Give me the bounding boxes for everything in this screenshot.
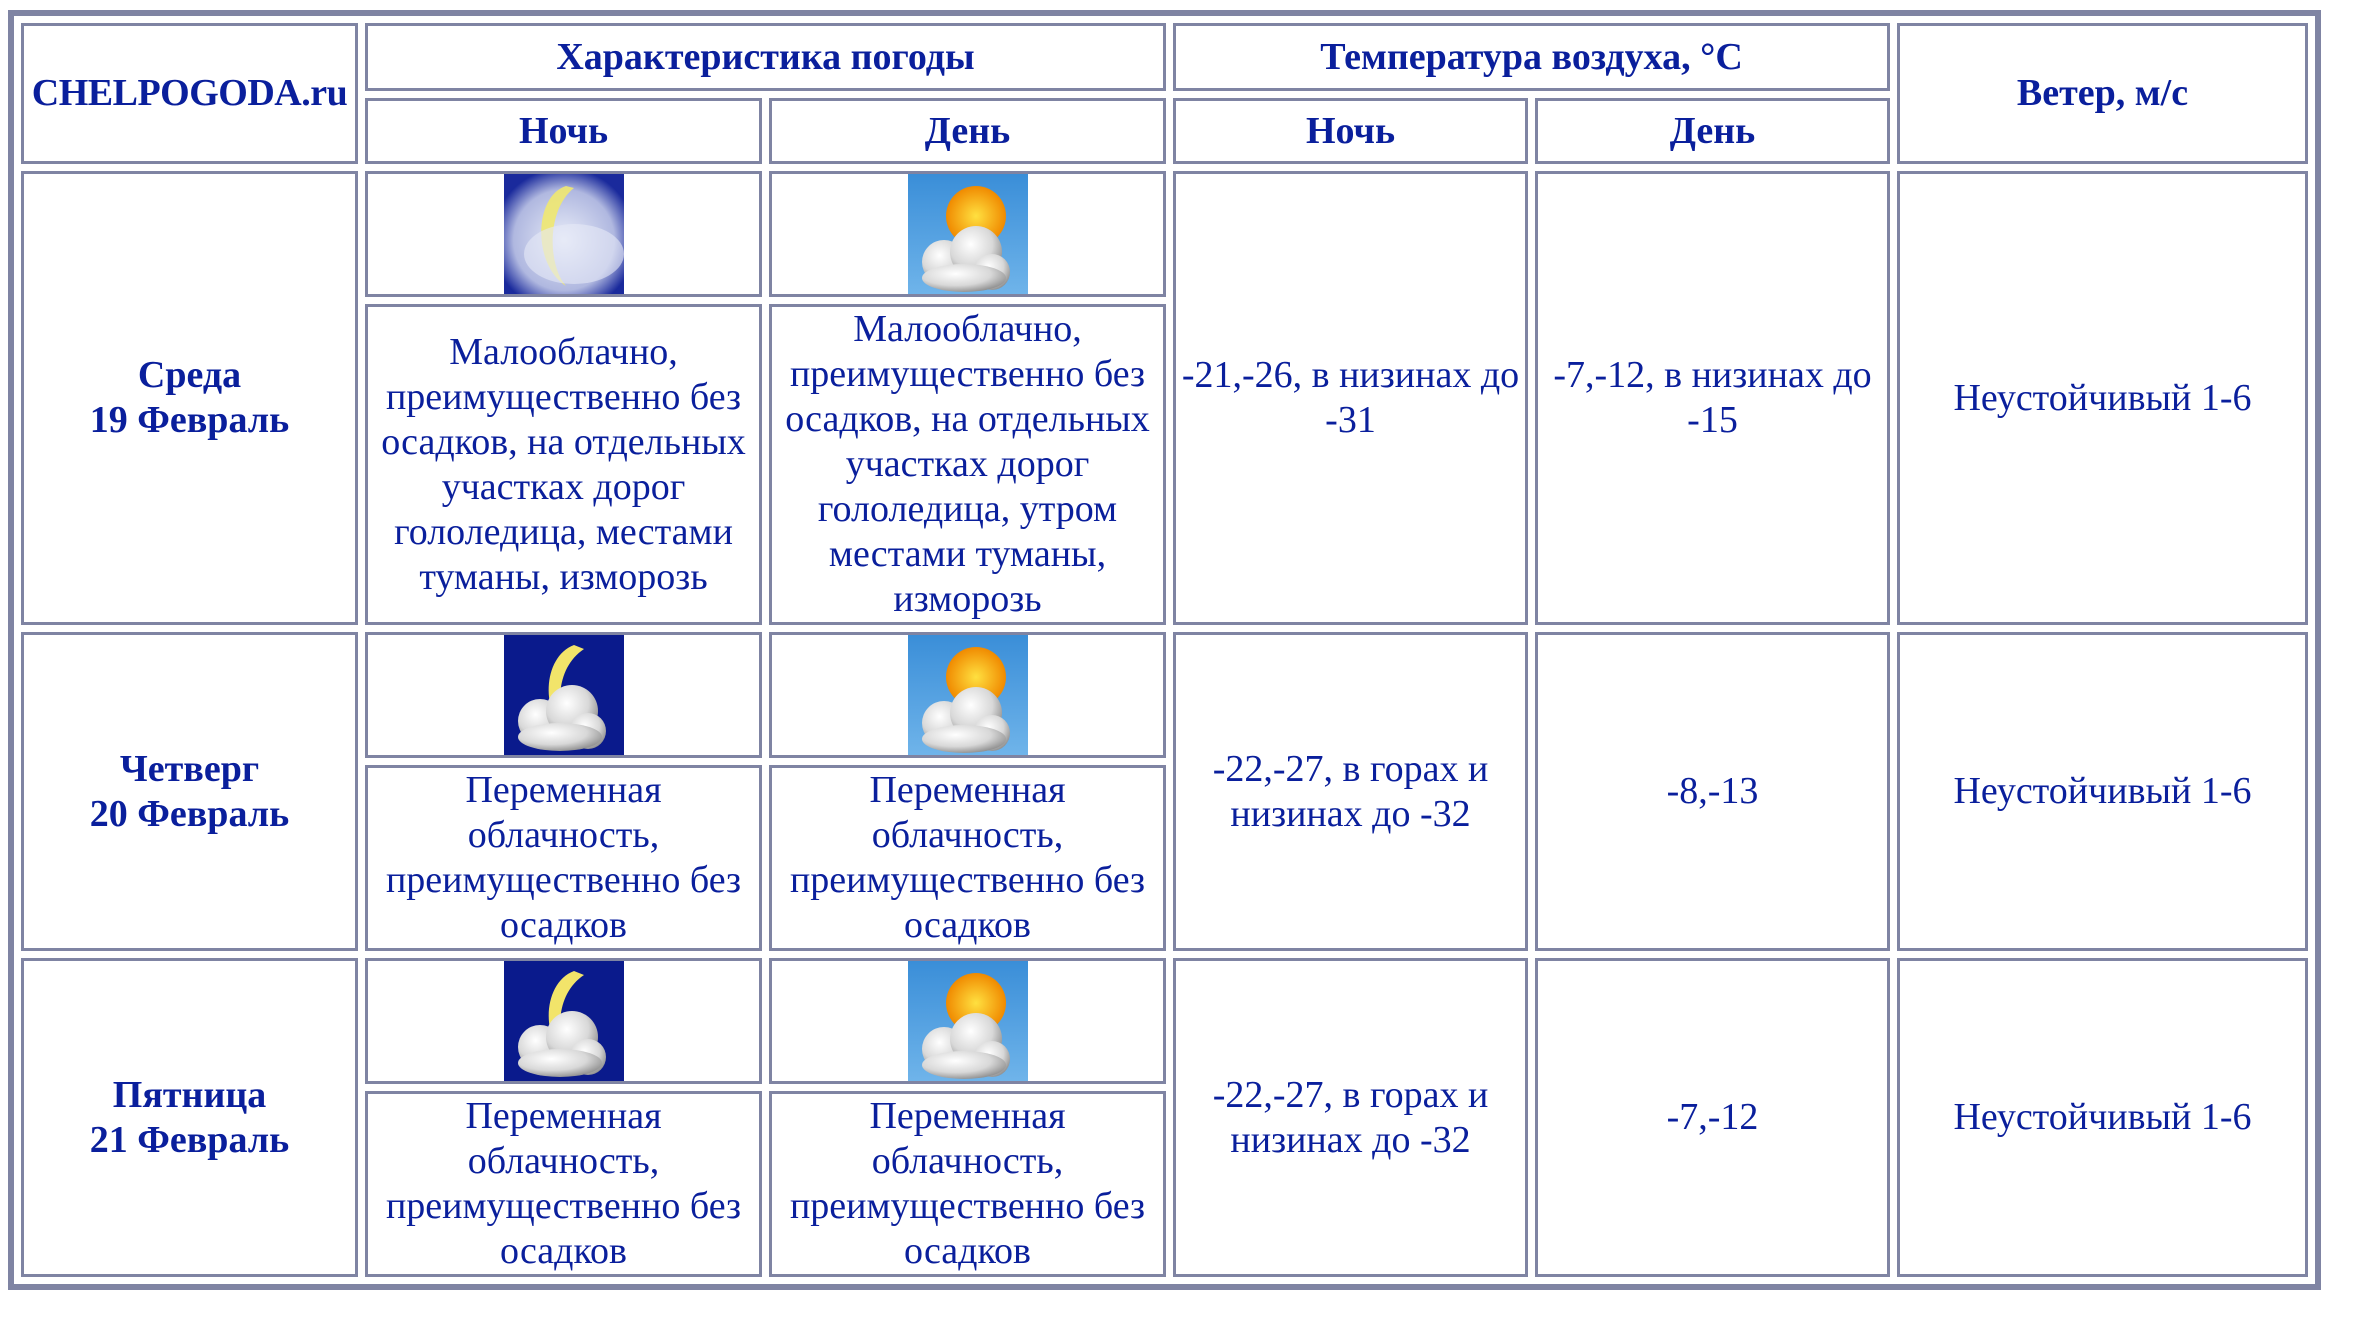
temp-night: -22,-27, в горах и низинах до -32: [1173, 632, 1528, 951]
day-icon-cell: [769, 632, 1166, 758]
day-description: Переменная облачность, преимущественно без осадков: [769, 1091, 1166, 1277]
day-icon-cell: [769, 958, 1166, 1084]
weekday: Пятница: [112, 1073, 267, 1116]
night-description: Малооблачно, преимущественно без осадков, на отдельных участках дорог гололедица, местами туманы, изморозь: [365, 304, 762, 625]
day-icon-cell: [769, 171, 1166, 297]
header-temp-night: Ночь: [1173, 98, 1528, 164]
day-cell: [21, 958, 358, 1277]
weekday: Среда: [137, 354, 242, 396]
date: 20 Февраль: [89, 792, 290, 835]
weekday: Четверг: [119, 747, 260, 790]
header-air-temperature: Температура воздуха, °С: [1173, 23, 1890, 91]
date: 21 Февраль: [89, 1118, 290, 1161]
wind: Неустойчивый 1-6: [1897, 632, 2308, 951]
forecast-table: [8, 10, 2321, 1290]
site-logo[interactable]: CHELPOGODA.ru: [21, 23, 358, 164]
header-char-day: День: [769, 98, 1166, 164]
night-description: Переменная облачность, преимущественно без осадков: [365, 765, 762, 951]
moon-cloud-icon: [504, 635, 624, 755]
temp-day: -7,-12: [1535, 958, 1890, 1277]
wind: Неустойчивый 1-6: [1897, 958, 2308, 1277]
header-char-night: Ночь: [365, 98, 762, 164]
moon-fog-icon: [504, 174, 624, 294]
temp-night: -22,-27, в горах и низинах до -32: [1173, 958, 1528, 1277]
temp-night: -21,-26, в низинах до -31: [1173, 171, 1528, 625]
sun-cloud-icon: [908, 174, 1028, 294]
wind: Неустойчивый 1-6: [1897, 171, 2308, 625]
night-description: Переменная облачность, преимущественно без осадков: [365, 1091, 762, 1277]
date: 19 Февраль: [89, 399, 290, 441]
day-cell: [21, 171, 358, 625]
header-weather-characteristics: Характеристика погоды: [365, 23, 1166, 91]
night-icon-cell: [365, 171, 762, 297]
night-icon-cell: [365, 958, 762, 1084]
day-cell: [21, 632, 358, 951]
day-description: Переменная облачность, преимущественно без осадков: [769, 765, 1166, 951]
day-description: Малооблачно, преимущественно без осадков, на отдельных участках дорог гололедица, утром местами туманы, изморозь: [769, 304, 1166, 625]
sun-cloud-icon: [908, 961, 1028, 1081]
sun-cloud-icon: [908, 635, 1028, 755]
night-icon-cell: [365, 632, 762, 758]
header-temp-day: День: [1535, 98, 1890, 164]
header-wind: Ветер, м/с: [1897, 23, 2308, 164]
temp-day: -7,-12, в низинах до -15: [1535, 171, 1890, 625]
temp-day: -8,-13: [1535, 632, 1890, 951]
moon-cloud-icon: [504, 961, 624, 1081]
